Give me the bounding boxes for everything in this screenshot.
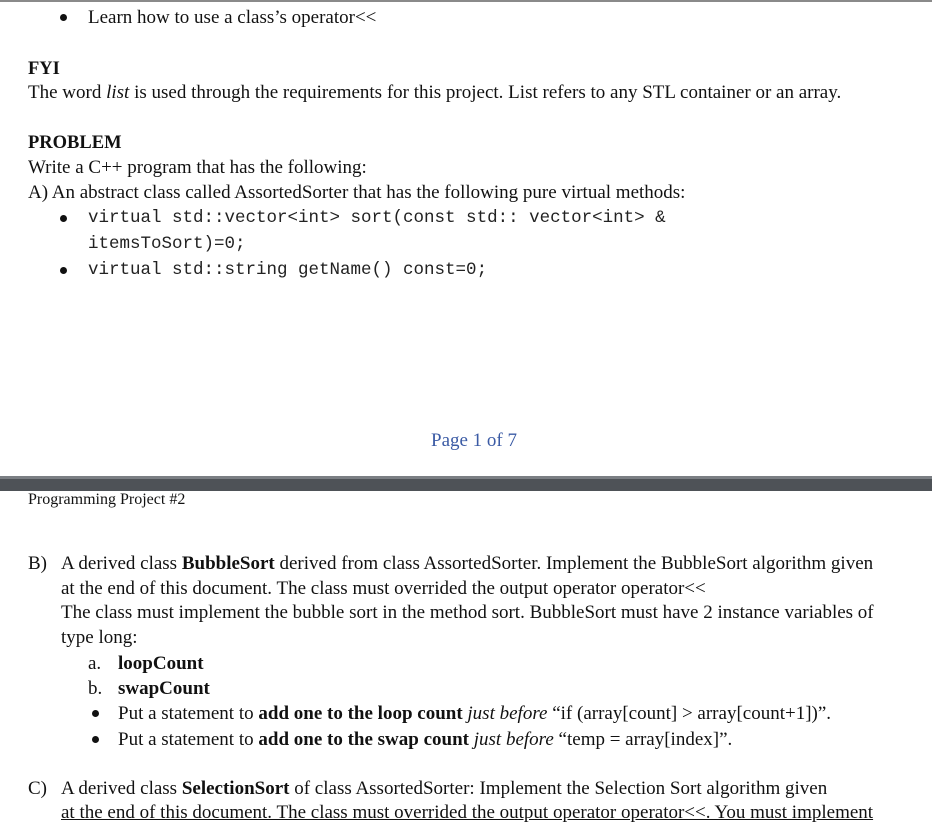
item-b-line2: at the end of this document. The class must overrided the output operator operator<<: [61, 578, 706, 599]
bullet-dot: [60, 14, 67, 21]
problem-item-a: A) An abstract class called AssortedSorter that has the following pure virtual methods:: [28, 182, 686, 203]
code-sort-signature-line1: virtual std::vector<int> sort(const std:: vector<int> &: [88, 208, 666, 228]
item-c-line1: A derived class SelectionSort of class AssortedSorter: Implement the Selection Sort algorithm given: [61, 778, 828, 799]
item-c-line2: at the end of this document. The class must overrided the output operator operator<<. You must implement: [61, 802, 874, 823]
swap-count-instruction: Put a statement to add one to the swap count just before “temp = array[index]”.: [118, 729, 733, 750]
var-loopcount: loopCount: [118, 653, 204, 674]
page-top-border: [0, 0, 932, 2]
item-c-label: C): [28, 778, 47, 799]
learn-operator-bullet: Learn how to use a class’s operator<<: [88, 7, 377, 28]
code-sort-signature-line2: itemsToSort)=0;: [88, 234, 246, 254]
bullet-dot: [92, 736, 99, 743]
item-b-label: B): [28, 553, 47, 574]
var-swapcount: swapCount: [118, 678, 210, 699]
fyi-text: The word list is used through the requirements for this project. List refers to any STL container or an array.: [28, 82, 842, 103]
page-number-footer: Page 1 of 7: [431, 430, 518, 451]
running-header: Programming Project #2: [28, 491, 186, 508]
code-getname-signature: virtual std::string getName() const=0;: [88, 260, 488, 280]
bullet-dot: [60, 215, 67, 222]
bullet-dot: [92, 710, 99, 717]
item-b-line1: A derived class BubbleSort derived from class AssortedSorter. Implement the BubbleSort algorithm given: [61, 553, 874, 574]
bullet-dot: [60, 267, 67, 274]
problem-intro: Write a C++ program that has the following:: [28, 157, 367, 178]
item-b-line3: The class must implement the bubble sort in the method sort. BubbleSort must have 2 instance variables of: [61, 602, 874, 623]
fyi-heading: FYI: [28, 59, 60, 79]
var-a-label: a.: [88, 653, 102, 674]
item-b-line4: type long:: [61, 627, 138, 648]
problem-heading: PROBLEM: [28, 133, 122, 153]
document-page-2: [0, 491, 932, 823]
var-b-label: b.: [88, 678, 103, 699]
loop-count-instruction: Put a statement to add one to the loop count just before “if (array[count] > array[count+1])”.: [118, 703, 832, 724]
